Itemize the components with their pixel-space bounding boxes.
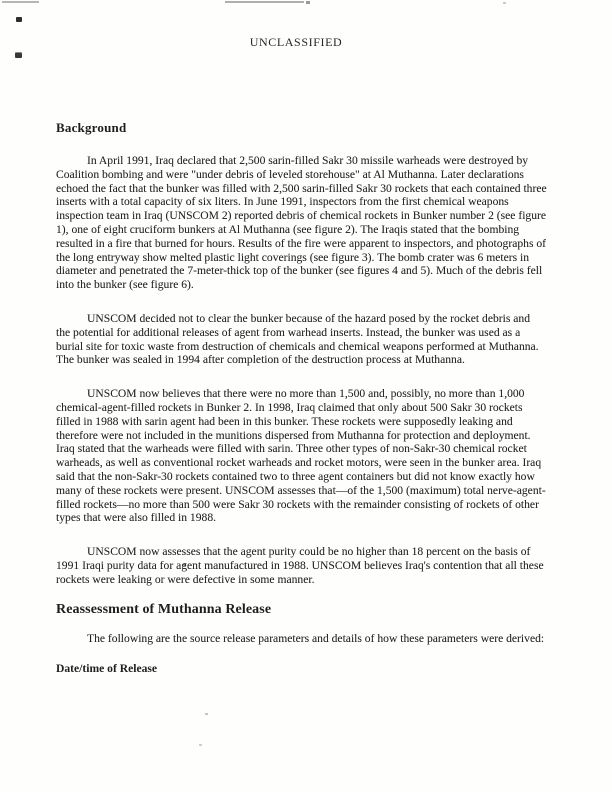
- paragraph-background-4: UNSCOM now assesses that the agent purity could be no higher than 18 percent on the basis of 1991 Iraqi purity data for agent manufactured in 1988. UNSCOM believes Iraq's contention that all these rockets were leaking or were defective in some manner.: [56, 545, 544, 586]
- scan-artifact-top-line-mid: [225, 1, 304, 3]
- scan-artifact-speck-2: [199, 744, 202, 746]
- section-heading-reassessment: Reassessment of Muthanna Release: [56, 601, 272, 617]
- scan-artifact-left-mark-2: [15, 53, 22, 58]
- scan-artifact-top-line-left: [2, 1, 39, 3]
- paragraph-background-2: UNSCOM decided not to clear the bunker because of the hazard posed by the rocket debris and the potential for additional releases of agent from warhead inserts. Instead, the bunker was used as a burial site for toxic waste from destruction of chemicals and chemical weapons performed at Muthanna. The bunker was sealed in 1994 after completion of the destruction process at Muthanna.: [56, 311, 539, 367]
- scan-artifact-speck-1: [205, 713, 208, 715]
- classification-header: UNCLASSIFIED: [249, 35, 343, 49]
- subheading-date-time-of-release: Date/time of Release: [56, 662, 158, 676]
- scan-artifact-top-tick: [306, 1, 310, 4]
- paragraph-background-3: UNSCOM now believes that there were no more than 1,500 and, possibly, no more than 1,000 chemical-agent-filled rockets in Bunker 2. In 1998, Iraq claimed that only about 500 Sakr 30 rockets filled in 1988 with sarin agent had been in this bunker. These rockets were supposedly leaking and therefore were not included in the munitions dispersed from Muthanna for protection and deployment. Iraq stated that the warheads were filled with sarin. Three other types of non-Sakr-30 chemical rocket warheads, as well as conventional rocket warheads and rocket motors, were seen in the bunker area. Iraq said that the non-Sakr-30 rockets contained two to three agent containers but did not know exactly how many of these rockets were present. UNSCOM assesses that—of the 1,500 (maximum) total nerve-agent-filled rockets—no more than 500 were Sakr 30 rockets with the remainder consisting of rockets of other types that were also filled in 1988.: [56, 387, 546, 525]
- document-body: [56, 120, 547, 675]
- scan-artifact-left-mark-1: [16, 17, 22, 22]
- section-heading-background: Background: [56, 120, 127, 135]
- paragraph-background-1: In April 1991, Iraq declared that 2,500 sarin-filled Sakr 30 missile warheads were destroyed by Coalition bombing and were "under debris of leveled storehouse" at Al Muthanna. Later declarations echoed the fact that the bunker was filled with 2,500 sarin-filled Sakr 30 rockets that each contained three inserts with a total capacity of six liters. In June 1991, inspectors from the first chemical weapons inspection team in Iraq (UNSCOM 2) reported debris of chemical rockets in Bunker number 2 (see figure 1), one of eight cruciform bunkers at Al Muthanna (see figure 2). The Iraqis stated that the bombing resulted in a fire that burned for hours. Results of the fire were apparent to inspectors, and photographs of the long entryway show melted plastic light coverings (see figure 3). The bomb crater was 6 meters in diameter and penetrated the 7-meter-thick top of the bunker (see figures 4 and 5). Much of the debris fell into the bunker (see figure 6).: [56, 154, 547, 292]
- paragraph-reassessment-1: The following are the source release parameters and details of how these parameters were derived:: [87, 631, 545, 645]
- scan-artifact-top-speck: [503, 2, 506, 4]
